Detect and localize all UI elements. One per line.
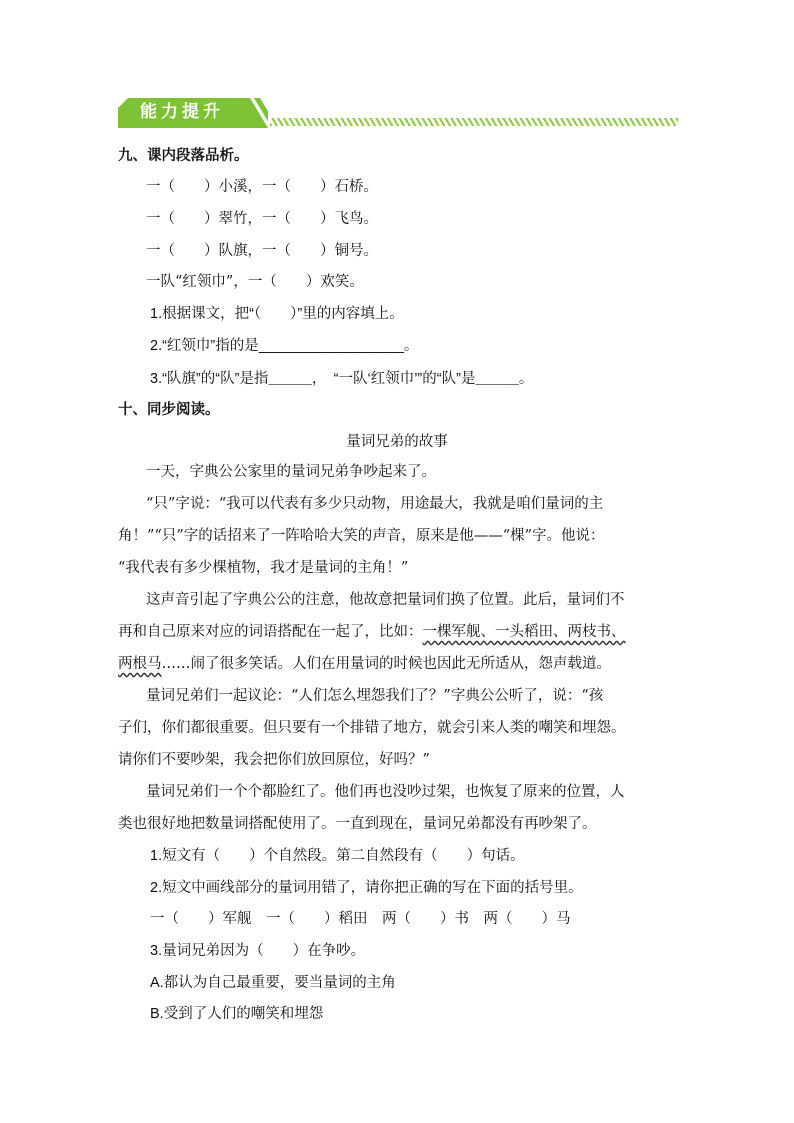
story-title: 量词兄弟的故事 (346, 434, 448, 450)
section-banner (118, 96, 678, 132)
banner-title: 能力提升 (140, 102, 224, 122)
fill-line-4: 一队“红领巾”，一（ ）欢笑。 (146, 274, 364, 290)
section9-question-2: 2.“红领巾”指的是__________________。 (150, 338, 419, 354)
wavy-underlined-measure-words: 一棵军舰、一头稻田、两枝书、 (422, 624, 626, 640)
option-b: B.受到了人们的嘲笑和埋怨 (150, 1006, 324, 1022)
story-paragraph-3-line-3 (118, 654, 611, 674)
section9-question-3: 3.“队旗”的“队”是指＿＿＿， “一队‘红领巾’”的“队”是＿＿＿。 (150, 371, 534, 387)
banner-stripes (270, 118, 678, 126)
fill-line-2: 一（ ）翠竹，一（ ）飞鸟。 (146, 211, 378, 227)
section10-question-1: 1.短文有（ ）个自然段。第二自然段有（ ）句话。 (150, 848, 525, 864)
story-paragraph-3-line-2 (118, 622, 626, 642)
fill-line-1: 一（ ）小溪，一（ ）石桥。 (146, 179, 378, 195)
section10-question-2: 2.短文中画线部分的量词用错了，请你把正确的写在下面的括号里。 (150, 880, 583, 896)
story-paragraph-4-line-3: 请你们不要吵架，我会把你们放回原位，好吗？” (118, 752, 430, 768)
section10-heading: 十、同步阅读。 (118, 402, 220, 418)
section10-question-2-blanks: 一（ ）军舰 一（ ）稻田 两（ ）书 两（ ）马 (150, 911, 571, 927)
paragraph-3-text: 再和自己原来对应的词语搭配在一起了，比如： (118, 624, 423, 640)
story-paragraph-1: 一天，字典公公家里的量词兄弟争吵起来了。 (146, 464, 436, 480)
section10-question-3: 3.量词兄弟因为（ ）在争吵。 (150, 943, 366, 959)
section9-heading: 九、课内段落品析。 (118, 148, 249, 164)
section9-question-1: 1.根据课文，把“（ ）”里的内容填上。 (150, 306, 404, 322)
story-paragraph-2-line-1: “只”字说：“我可以代表有多少只动物，用途最大，我就是咱们量词的主 (146, 496, 604, 512)
wavy-underlined-measure-word: 两根马 (118, 656, 162, 672)
story-paragraph-5-line-2: 类也很好地把数量词搭配使用了。一直到现在，量词兄弟都没有再吵架了。 (118, 816, 597, 832)
option-a: A.都认为自己最重要，要当量词的主角 (150, 975, 396, 991)
paragraph-3-text: ……闹了很多笑话。人们在用量词的时候也因此无所适从，怨声载道。 (161, 656, 611, 672)
fill-line-3: 一（ ）队旗，一（ ）铜号。 (146, 243, 378, 259)
story-paragraph-3-line-1: 这声音引起了字典公公的注意，他故意把量词们换了位置。此后，量词们不 (146, 592, 625, 608)
story-paragraph-4-line-2: 子们，你们都很重要。但只要有一个排错了地方，就会引来人类的嘲笑和埋怨。 (118, 720, 626, 736)
story-paragraph-4-line-1: 量词兄弟们一起议论：“人们怎么埋怨我们了？”字典公公听了，说：“孩 (146, 688, 604, 704)
story-paragraph-5-line-1: 量词兄弟们一个个都脸红了。他们再也没吵过架，也恢复了原来的位置，人 (146, 784, 625, 800)
story-paragraph-2-line-3: “我代表有多少棵植物，我才是量词的主角！” (118, 560, 409, 576)
story-paragraph-2-line-2: 角！”“只”字的话招来了一阵哈哈大笑的声音，原来是他——“棵”字。他说： (118, 528, 605, 544)
